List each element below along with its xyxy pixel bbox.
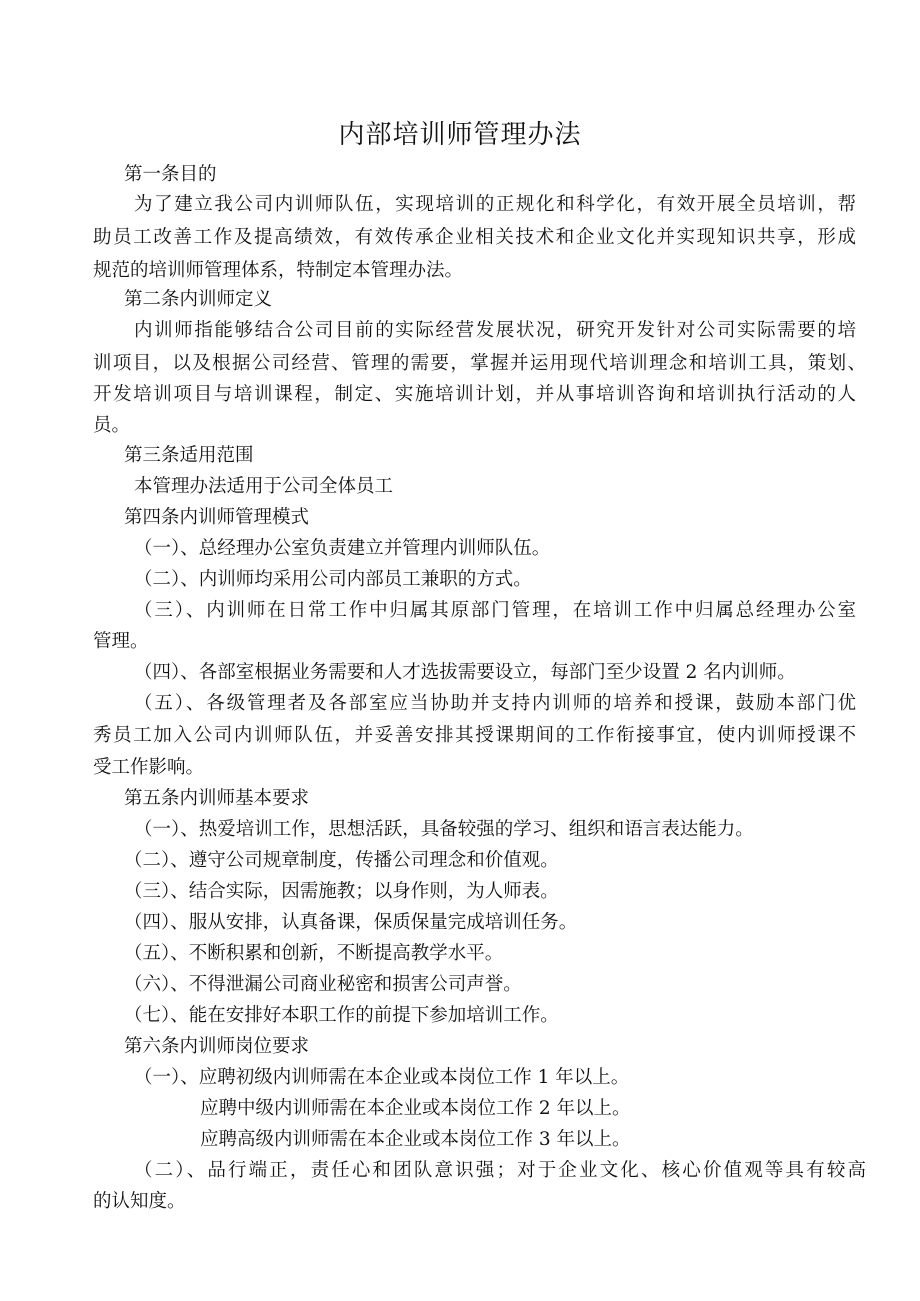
article6-item: （一）、应聘初级内训师需在本企业或本岗位工作 1 年以上。 <box>134 1067 630 1088</box>
article6-item: 的认知度。 <box>93 1191 186 1212</box>
article4-item: 管理。 <box>93 631 149 652</box>
article4-item: （二）、内训师均采用公司内部员工兼职的方式。 <box>134 569 532 590</box>
article6-item: 应聘高级内训师需在本企业或本岗位工作 3 年以上。 <box>200 1129 631 1150</box>
article5-item: （五）、不断积累和创新，不断提高教学水平。 <box>124 943 504 964</box>
article2-paragraph-line: 开发培训项目与培训课程，制定、实施培训计划，并从事培训咨询和培训执行活动的人 <box>93 384 856 405</box>
article4-item: 秀员工加入公司内训师队伍，并妥善安排其授课期间的工作衔接事宜，使内训师授课不 <box>93 725 856 746</box>
article4-item: 受工作影响。 <box>93 757 205 778</box>
article4-item: （三）、内训师在日常工作中归属其原部门管理，在培训工作中归属总经理办公室 <box>134 600 856 621</box>
article3-heading: 第三条适用范围 <box>124 445 254 466</box>
article4-item: （一）、总经理办公室负责建立并管理内训师队伍。 <box>134 538 551 559</box>
article4-item: （四）、各部室根据业务需要和人才选拔需要设立，每部门至少设置 2 名内训师。 <box>134 662 796 683</box>
article6-item: （二）、品行端正，责任心和团队意识强；对于企业文化、核心价值观等具有较高 <box>134 1160 866 1181</box>
article4-item: （五）、各级管理者及各部室应当协助并支持内训师的培养和授课，鼓励本部门优 <box>134 693 856 714</box>
article5-heading: 第五条内训师基本要求 <box>124 788 310 809</box>
article2-paragraph-line: 员。 <box>93 415 131 436</box>
article1-paragraph-line: 助员工改善工作及提高绩效，有效传承企业相关技术和企业文化并实现知识共享，形成 <box>93 227 856 248</box>
article2-paragraph-line: 内训师指能够结合公司目前的实际经营发展状况，研究开发针对公司实际需要的培 <box>134 320 856 341</box>
article6-item: 应聘中级内训师需在本企业或本岗位工作 2 年以上。 <box>200 1098 631 1119</box>
article5-item: （四）、服从安排，认真备课，保质保量完成培训任务。 <box>124 912 578 933</box>
article2-paragraph-line: 训项目，以及根据公司经营、管理的需要，掌握并运用现代培训理念和培训工具，策划、 <box>93 353 866 374</box>
article4-heading: 第四条内训师管理模式 <box>124 507 310 528</box>
article3-paragraph: 本管理办法适用于公司全体员工 <box>134 476 394 497</box>
article1-paragraph-line: 为了建立我公司内训师队伍，实现培训的正规化和科学化，有效开展全员培训，帮 <box>134 194 856 215</box>
article1-heading: 第一条目的 <box>124 164 217 185</box>
article5-item: （二）、遵守公司规章制度，传播公司理念和价值观。 <box>124 850 559 871</box>
article5-item: （七）、能在安排好本职工作的前提下参加培训工作。 <box>124 1005 559 1026</box>
article2-heading: 第二条内训师定义 <box>124 289 273 310</box>
document-title: 内部培训师管理办法 <box>338 120 582 150</box>
article5-item: （六）、不得泄漏公司商业秘密和损害公司声誉。 <box>124 974 522 995</box>
article5-item: （一）、热爱培训工作，思想活跃，具备较强的学习、组织和语言表达能力。 <box>134 819 754 840</box>
article5-item: （三）、结合实际，因需施教；以身作则，为人师表。 <box>124 881 559 902</box>
article6-heading: 第六条内训师岗位要求 <box>124 1036 310 1057</box>
article1-paragraph-line: 规范的培训师管理体系，特制定本管理办法。 <box>93 260 464 281</box>
